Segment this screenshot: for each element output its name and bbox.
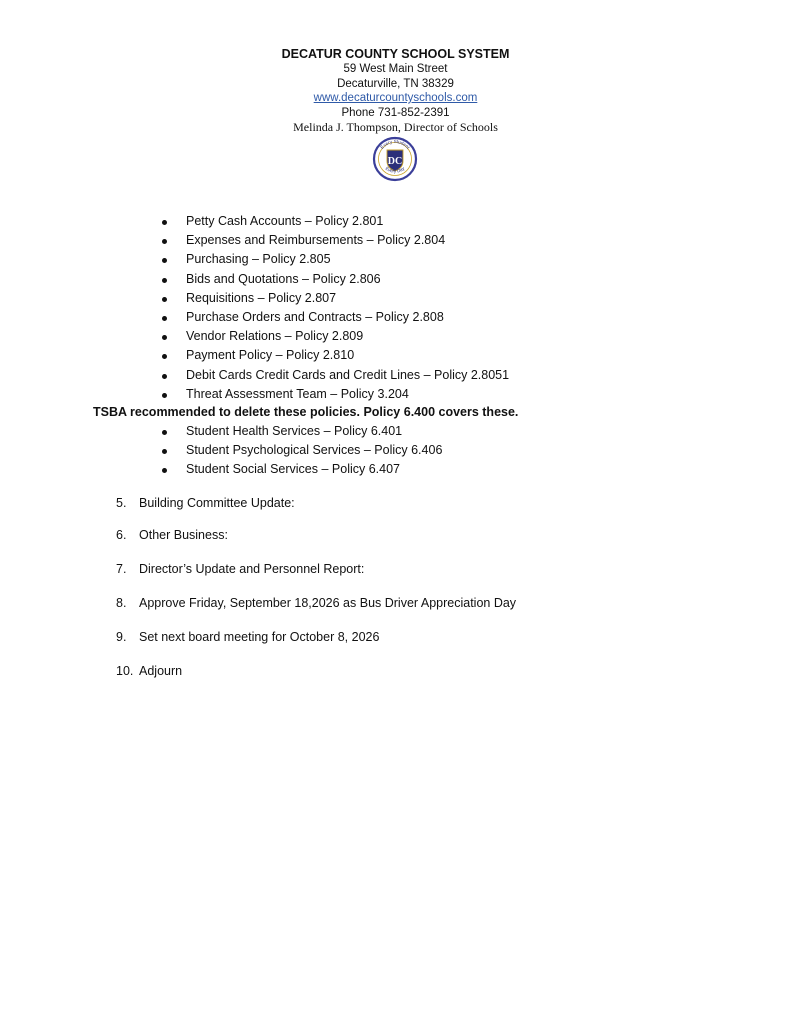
agenda-number: 6. — [116, 528, 127, 542]
bullet-icon — [162, 468, 167, 473]
bullet-icon — [162, 239, 167, 244]
policy-text: Expenses and Reimbursements – Policy 2.804 — [186, 233, 446, 248]
city-state-zip: Decaturville, TN 38329 — [337, 77, 454, 90]
logo-arc-top-text: Every Student — [379, 138, 411, 150]
policy-text: Petty Cash Accounts – Policy 2.801 — [186, 214, 384, 228]
bullet-icon — [162, 297, 167, 302]
agenda-text: Adjourn — [139, 664, 183, 678]
school-logo — [372, 136, 418, 182]
policy-text: Purchasing – Policy 2.805 — [186, 252, 331, 267]
tsba-recommendation-note: TSBA recommended to delete these policies. Policy 6.400 covers these. — [93, 405, 519, 419]
letterhead — [0, 46, 791, 135]
policy-text: Student Health Services – Policy 6.401 — [186, 424, 403, 438]
bullet-icon — [162, 258, 167, 263]
policy-text: Student Psychological Services – Policy 6.406 — [186, 443, 443, 458]
school-logo-icon — [372, 136, 418, 182]
policy-text: Debit Cards Credit Cards and Credit Lines – Policy 2.8051 — [186, 367, 510, 382]
logo-arc-bottom-text: Every Day — [384, 165, 406, 174]
bullet-icon — [162, 335, 167, 340]
agenda-number: 7. — [116, 562, 127, 576]
bullet-icon — [162, 278, 167, 283]
agenda-text: Director’s Update and Personnel Report: — [139, 562, 365, 576]
bullet-icon — [162, 354, 167, 359]
agenda-number: 5. — [116, 496, 127, 510]
phone-number: Phone 731-852-2391 — [341, 106, 450, 119]
bullet-icon — [162, 220, 167, 225]
policy-text: Student Social Services – Policy 6.407 — [186, 462, 401, 477]
agenda-number: 9. — [116, 630, 127, 644]
agenda-text: Approve Friday, September 18,2026 as Bus Driver Appreciation Day — [139, 596, 517, 610]
agenda-text: Other Business: — [139, 528, 228, 542]
bullet-icon — [162, 393, 167, 398]
director-name: Melinda J. Thompson, Director of Schools — [293, 120, 498, 134]
policy-text: Requisitions – Policy 2.807 — [186, 290, 337, 305]
agenda-number: 10. — [116, 664, 134, 678]
street-address: 59 West Main Street — [343, 63, 448, 75]
bullet-icon — [162, 430, 167, 435]
logo-initials: DC — [387, 156, 403, 167]
bullet-icon — [162, 316, 167, 321]
bullet-icon — [162, 374, 167, 379]
organization-name: DECATUR COUNTY SCHOOL SYSTEM — [281, 47, 510, 61]
agenda-text: Set next board meeting for October 8, 2026 — [139, 630, 380, 644]
policy-text: Vendor Relations – Policy 2.809 — [186, 329, 364, 344]
policy-text: Bids and Quotations – Policy 2.806 — [186, 271, 381, 286]
website-link[interactable]: www.decaturcountyschools.com — [313, 92, 478, 104]
policy-text: Payment Policy – Policy 2.810 — [186, 348, 355, 363]
bullet-icon — [162, 449, 167, 454]
policy-text: Threat Assessment Team – Policy 3.204 — [186, 386, 409, 401]
agenda-text: Building Committee Update: — [139, 496, 295, 510]
policy-text: Purchase Orders and Contracts – Policy 2.808 — [186, 309, 444, 324]
agenda-number: 8. — [116, 596, 127, 610]
